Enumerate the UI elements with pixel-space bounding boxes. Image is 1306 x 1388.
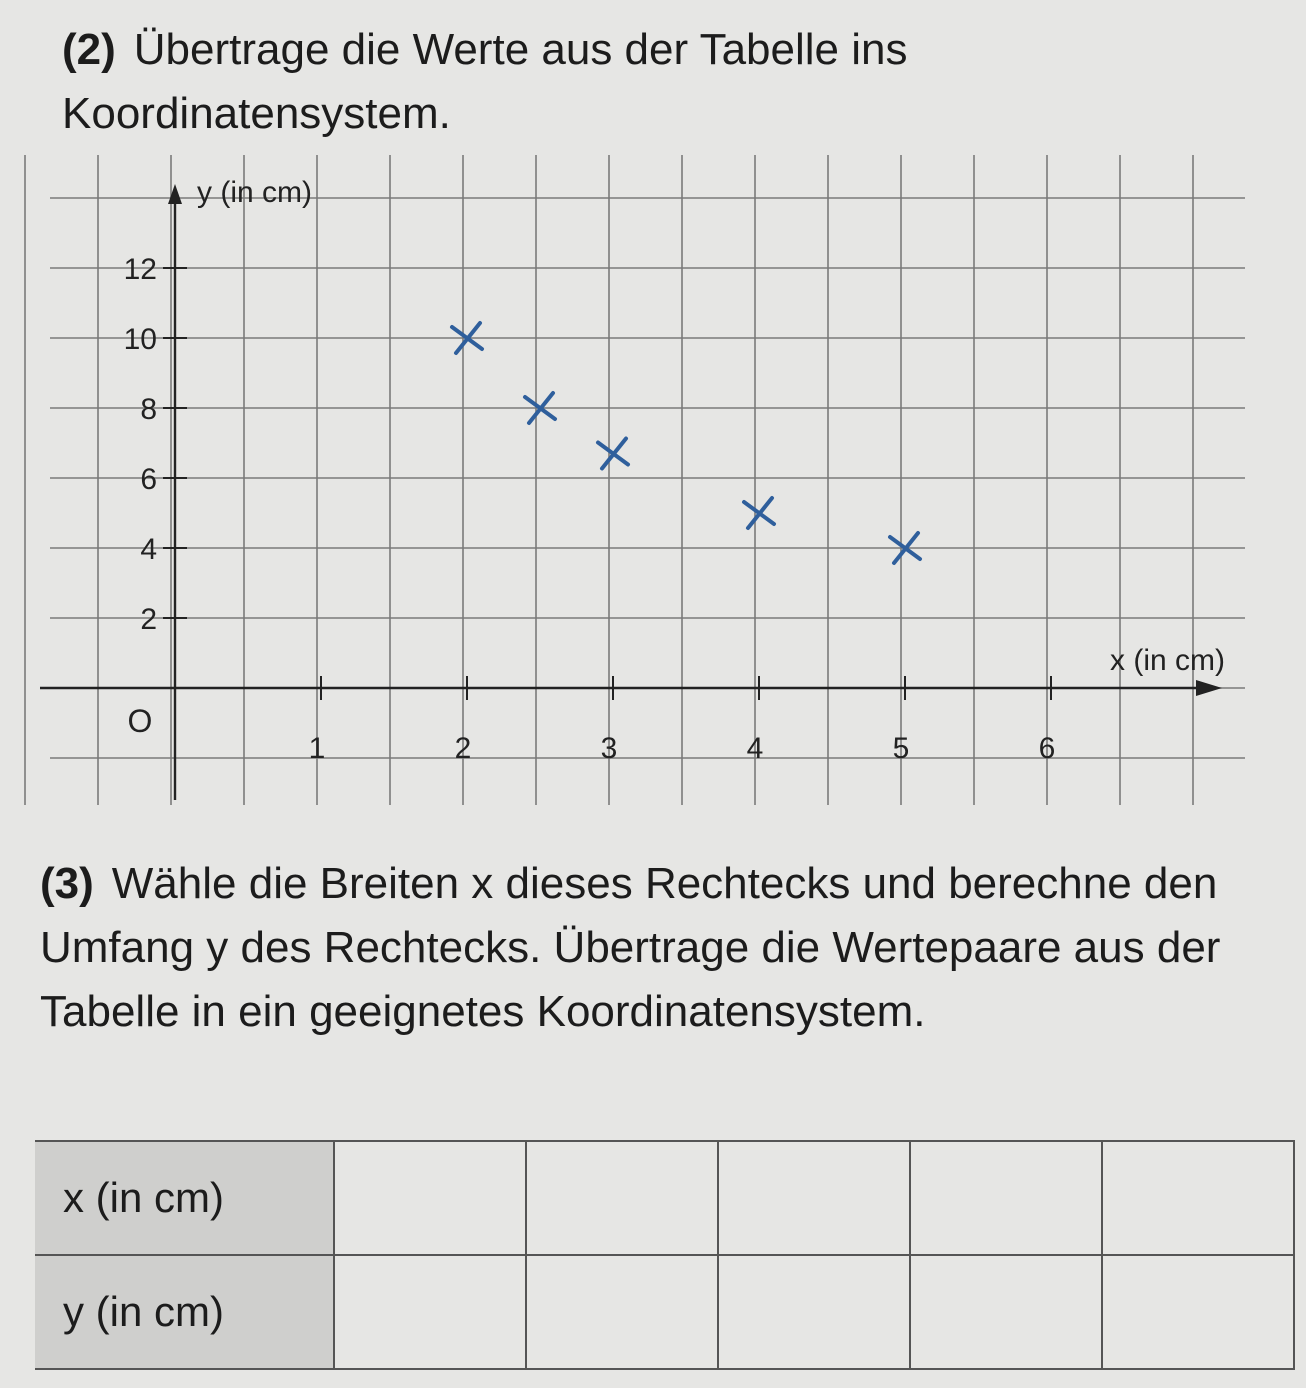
data-point	[598, 439, 628, 469]
x-axis-arrow	[1196, 680, 1222, 696]
table-row-y	[35, 1255, 1294, 1369]
table-cell[interactable]	[526, 1255, 718, 1369]
table-cell[interactable]	[1102, 1141, 1294, 1255]
value-table	[35, 1140, 1295, 1370]
y-tick-label: 10	[123, 323, 157, 356]
x-tick-label: 6	[1038, 732, 1056, 765]
x-tick-label: 3	[600, 732, 618, 765]
y-tick-label: 4	[140, 533, 157, 566]
y-axis-label: y (in cm)	[197, 176, 312, 209]
y-tick-label: 6	[140, 463, 157, 496]
task-3-text: Wähle die Breiten x dieses Rechtecks und berechne den Umfang y des Rechtecks. Übertrage die Wertepaare aus der Tabelle in ein geeignetes Koordinatensystem.	[40, 859, 1221, 1036]
y-axis-arrow	[168, 184, 182, 204]
data-point-stroke	[748, 498, 772, 528]
y-tick-label: 12	[123, 253, 157, 286]
coordinate-system	[0, 140, 1306, 820]
table-cell[interactable]	[718, 1255, 910, 1369]
x-tick-label: 4	[746, 732, 764, 765]
grid	[25, 155, 1245, 805]
table-cell[interactable]	[1102, 1255, 1294, 1369]
task-3-instruction	[40, 852, 1280, 1044]
origin-label: O	[127, 703, 153, 739]
task-2-number: (2)	[62, 25, 116, 74]
table-row-x	[35, 1141, 1294, 1255]
task-2-instruction	[62, 18, 1262, 146]
table-cell[interactable]	[526, 1141, 718, 1255]
table-cell[interactable]	[334, 1141, 526, 1255]
row-label-y: y (in cm)	[35, 1255, 334, 1369]
data-point-stroke	[602, 439, 626, 469]
x-tick-label: 1	[308, 732, 326, 765]
task-3-number: (3)	[40, 859, 94, 908]
row-label-x: x (in cm)	[35, 1141, 334, 1255]
table-cell[interactable]	[334, 1255, 526, 1369]
x-tick-label: 5	[892, 732, 910, 765]
task-2-text: Übertrage die Werte aus der Tabelle ins Koordinatensystem.	[62, 25, 908, 138]
x-tick-label: 2	[454, 732, 472, 765]
y-tick-label: 8	[140, 393, 157, 426]
table-cell[interactable]	[910, 1255, 1102, 1369]
y-tick-label: 2	[140, 603, 157, 636]
x-axis-label: x (in cm)	[1110, 644, 1225, 677]
data-point	[744, 498, 774, 528]
table-cell[interactable]	[910, 1141, 1102, 1255]
table-cell[interactable]	[718, 1141, 910, 1255]
